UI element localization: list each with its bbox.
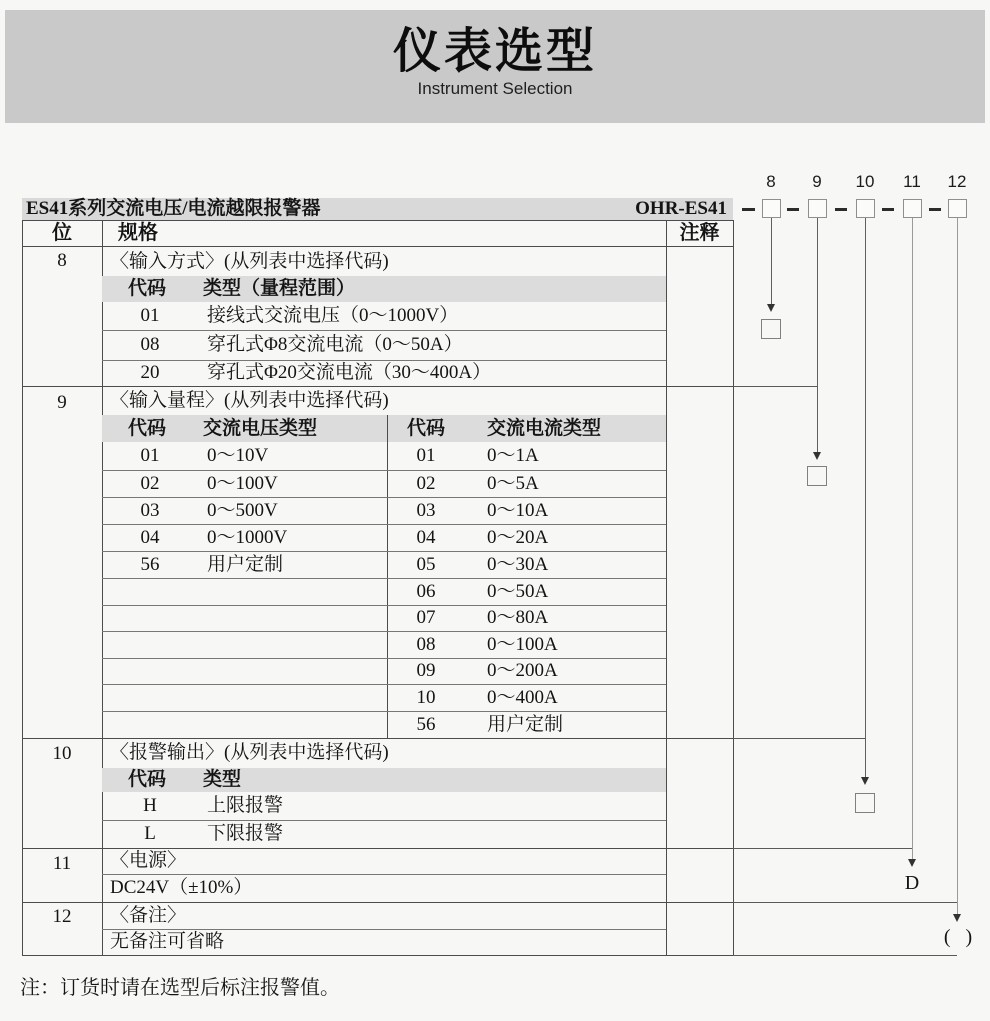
code-cell: 02 <box>140 473 160 494</box>
footnote: 注：订货时请在选型后标注报警值。 <box>20 977 340 999</box>
type-cell: 0～500V <box>207 500 278 521</box>
type-cell: 0～80A <box>487 607 549 628</box>
type-cell: 0～30A <box>487 554 549 575</box>
type-cell: 0～400A <box>487 687 558 708</box>
code-cell: L <box>144 823 156 844</box>
code-box-8 <box>762 199 781 218</box>
arrow-down-icon <box>767 304 775 312</box>
code-cell: H <box>143 795 157 816</box>
row-divider <box>102 578 666 579</box>
code-cell: 05 <box>416 554 436 575</box>
digit-label-10: 10 <box>855 172 875 191</box>
arrow-down-icon <box>908 859 916 867</box>
arrow-down-icon <box>813 452 821 460</box>
type-cell: 0～20A <box>487 527 549 548</box>
digit-label-9: 9 <box>812 172 822 191</box>
section11-label: 〈电源〉 <box>110 850 187 871</box>
section8-subheader-band <box>102 276 666 302</box>
code-cell: 01 <box>140 305 160 326</box>
code-box-12 <box>948 199 967 218</box>
arrow-down-icon <box>953 914 961 922</box>
header-spec: 规格 <box>118 222 158 244</box>
digit-label-12: 12 <box>947 172 967 191</box>
pos-12: 12 <box>52 906 72 927</box>
code-cell: 56 <box>140 554 160 575</box>
page-title: 仪表选型 <box>392 25 597 78</box>
type-cell: 0～100V <box>207 473 278 494</box>
power-code-value: D <box>904 872 920 894</box>
type-cell: 穿孔式Φ8交流电流（0～50A） <box>207 334 463 355</box>
pointer-line-8 <box>771 218 772 304</box>
pointer-line-10 <box>865 218 866 777</box>
section9-current-code-header: 代码 <box>406 418 445 439</box>
code-dash <box>742 208 755 211</box>
target-box-10 <box>855 793 875 813</box>
code-cell: 01 <box>140 445 160 466</box>
code-dash <box>929 208 941 211</box>
pos-11: 11 <box>52 853 72 874</box>
pointer-line-11 <box>912 218 913 859</box>
type-cell: 0～5A <box>487 473 539 494</box>
section9-voltage-type-header: 交流电压类型 <box>203 418 318 439</box>
type-cell: 用户定制 <box>207 554 284 575</box>
type-cell: 0～200A <box>487 660 558 681</box>
type-cell: 0～100A <box>487 634 558 655</box>
type-cell: 上限报警 <box>207 795 284 816</box>
code-cell: 08 <box>416 634 436 655</box>
type-cell: 接线式交流电压（0～1000V） <box>207 305 459 326</box>
digit-label-11: 11 <box>903 172 921 191</box>
type-cell: 0～10V <box>207 445 269 466</box>
leader-line-11 <box>733 848 912 849</box>
type-cell: 0～50A <box>487 581 549 602</box>
type-cell: 下限报警 <box>207 823 284 844</box>
table-border-left <box>22 220 23 955</box>
section11-value: DC24V（±10%） <box>110 877 253 898</box>
code-cell: 01 <box>416 445 436 466</box>
col-divider-spec-note <box>666 220 667 955</box>
note-placeholder: ( ) <box>943 926 973 948</box>
code-cell: 06 <box>416 581 436 602</box>
row-divider <box>102 605 666 606</box>
code-cell: 07 <box>416 607 436 628</box>
code-cell: 02 <box>416 473 436 494</box>
leader-line-9 <box>733 386 817 387</box>
section12-value: 无备注可省略 <box>110 931 225 952</box>
type-cell: 用户定制 <box>487 714 564 735</box>
page-subtitle: Instrument Selection <box>417 79 573 98</box>
section10-subheader-band <box>102 768 666 792</box>
arrow-down-icon <box>861 777 869 785</box>
type-cell: 0～1000V <box>207 527 288 548</box>
section9-voltage-code-header: 代码 <box>127 418 166 439</box>
table-border-bottom <box>22 955 733 956</box>
section9-label: 〈输入量程〉(从列表中选择代码) <box>110 390 389 411</box>
code-cell: 56 <box>416 714 436 735</box>
row-divider <box>102 684 666 685</box>
pointer-line-12 <box>957 218 958 914</box>
pos-9: 9 <box>57 392 67 413</box>
section10-type-header: 类型 <box>203 769 242 790</box>
code-cell: 03 <box>416 500 436 521</box>
code-cell: 20 <box>140 362 160 383</box>
type-cell: 穿孔式Φ20交流电流（30～400A） <box>207 362 492 383</box>
hero-banner <box>5 10 985 123</box>
section8-label: 〈输入方式〉(从列表中选择代码) <box>110 251 389 272</box>
header-divider <box>22 246 733 247</box>
product-model: OHR-ES41 <box>635 198 727 219</box>
code-dash <box>787 208 799 211</box>
code-cell: 04 <box>140 527 160 548</box>
leader-line-12 <box>733 902 957 903</box>
code-cell: 03 <box>140 500 160 521</box>
row-divider <box>102 711 666 712</box>
type-cell: 0～1A <box>487 445 539 466</box>
code-cell: 08 <box>140 334 160 355</box>
code-box-9 <box>808 199 827 218</box>
table-border-right <box>733 220 734 955</box>
code-cell: 09 <box>416 660 436 681</box>
code-box-10 <box>856 199 875 218</box>
pointer-line-9 <box>817 218 818 452</box>
code-cell: 10 <box>416 687 436 708</box>
row-divider <box>102 658 666 659</box>
digit-label-8: 8 <box>766 172 776 191</box>
product-name: ES41系列交流电压/电流越限报警器 <box>26 198 321 219</box>
target-box-8 <box>761 319 781 339</box>
code-cell: 04 <box>416 527 436 548</box>
section8-type-header: 类型（量程范围） <box>203 278 356 299</box>
leader-line-bottom <box>733 955 957 956</box>
header-pos: 位 <box>52 222 72 244</box>
section12-label: 〈备注〉 <box>110 905 187 926</box>
type-cell: 0～10A <box>487 500 549 521</box>
section10-label: 〈报警输出〉(从列表中选择代码) <box>110 742 389 763</box>
section10-code-header: 代码 <box>127 769 166 790</box>
code-dash <box>835 208 847 211</box>
section8-code-header: 代码 <box>127 278 166 299</box>
product-titlebar <box>22 198 733 220</box>
code-box-11 <box>903 199 922 218</box>
header-note: 注释 <box>679 222 720 244</box>
code-dash <box>882 208 894 211</box>
target-box-9 <box>807 466 827 486</box>
pos-8: 8 <box>57 250 67 271</box>
row-divider <box>102 631 666 632</box>
section9-current-type-header: 交流电流类型 <box>487 418 602 439</box>
pos-10: 10 <box>52 743 72 764</box>
leader-line-10 <box>733 738 865 739</box>
